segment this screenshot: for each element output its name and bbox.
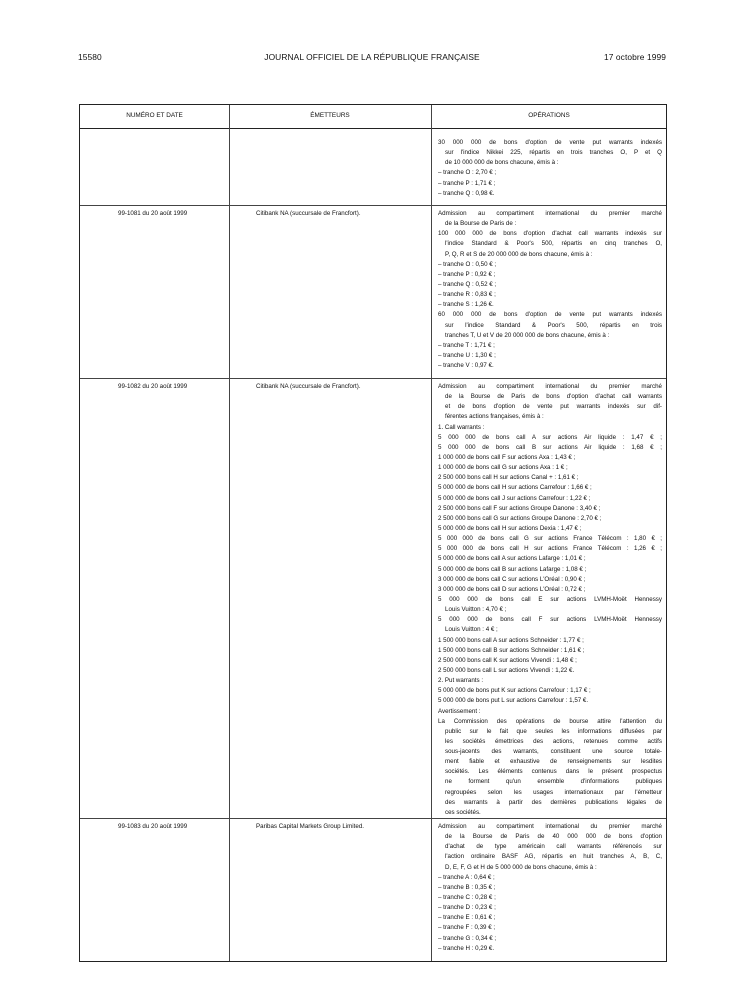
operation-line: 5 000 000 de bons put K sur actions Carrefour : 1,17 € ;	[438, 687, 591, 695]
operation-line: ces sociétés.	[445, 808, 481, 816]
operation-line: 1 500 000 bons call B sur actions Schneider : 1,61 € ;	[438, 646, 585, 654]
operation-line: 5 000 000 de bons call F sur actions LVMH-Moët Hennessy	[438, 616, 662, 624]
operation-line: 30 000 000 de bons d'option de vente put warrants indexés	[438, 139, 662, 146]
operation-line: 1 000 000 de bons call G sur actions Axa : 1 € ;	[438, 464, 568, 472]
operation-line: 60 000 000 de bons d'option de vente put warrants indexés	[438, 311, 662, 319]
operation-line: La Commission des opérations de bourse attire l'attention du	[438, 717, 662, 725]
operation-line: – tranche R : 0,83 € ;	[438, 291, 496, 299]
operation-line: – tranche O : 0,50 € ;	[438, 260, 497, 268]
numero-date: 99-1082 du 20 août 1999	[118, 383, 188, 390]
operation-line: – tranche T : 1,71 € ;	[438, 341, 495, 349]
operation-line: – tranche O : 2,70 € ;	[438, 169, 497, 177]
operation-line: Louis Vuitton : 4,70 € ;	[445, 606, 507, 614]
operation-line: 5 000 000 de bons call H sur actions Dexia : 1,47 € ;	[438, 524, 582, 532]
operation-line: férentes actions françaises, émis à :	[445, 413, 544, 421]
operation-line: de 10 000 000 de bons chacune, émis à :	[445, 159, 559, 167]
operation-line: 5 000 000 de bons call A sur actions Air liquide : 1,47 € ;	[438, 433, 662, 441]
operation-line: tranches T, U et V de 20 000 000 de bons chacune, émis à :	[445, 331, 610, 339]
operation-line: Admission au compartiment international du premier marché	[438, 823, 662, 830]
emetteur: Citibank NA (succursale de Francfort).	[256, 210, 361, 217]
operation-line: – tranche B : 0,35 € ;	[438, 883, 496, 891]
operation-line: 5 000 000 de bons call G sur actions France Télécom : 1,80 € ;	[438, 535, 662, 543]
journal-title: JOURNAL OFFICIEL DE LA RÉPUBLIQUE FRANÇAISE	[264, 52, 480, 62]
operation-line: D, E, F, G et H de 5 000 000 de bons chacune, émis à :	[445, 863, 597, 871]
operation-line: public sur le fait que seules les informations diffusées par	[445, 727, 662, 735]
operation-line: – tranche C : 0,28 € ;	[438, 893, 496, 901]
column-header-emetteurs: ÉMETTEURS	[310, 112, 350, 119]
operation-line: sur l'indice Nikkei 225, répartis en trois tranches O, P et Q	[445, 149, 662, 157]
operation-line: – tranche H : 0,29 €.	[438, 944, 495, 952]
row-divider	[80, 205, 666, 206]
page-header	[78, 52, 666, 66]
operation-line: l'action ordinaire BASF AG, répartis en huit tranches A, B, C,	[445, 853, 662, 861]
row-divider	[80, 378, 666, 379]
operation-line: 3 000 000 de bons call D sur actions L'Oréal : 0,72 € ;	[438, 585, 586, 593]
operation-line: ne forment qu'un ensemble d'informations publiques	[445, 778, 662, 786]
operation-line: 2 500 000 bons call F sur actions Groupe Danone : 3,40 € ;	[438, 504, 601, 512]
operation-line: sociétés. Les éléments contenus dans le présent prospectus	[445, 768, 662, 776]
operation-line: sur l'indice Standard & Poor's 500, répartis en trois	[445, 321, 662, 329]
operation-line: – tranche P : 0,92 € ;	[438, 270, 496, 278]
operation-line: 2 500 000 bons call G sur actions Groupe Danone : 2,70 € ;	[438, 514, 602, 522]
operation-line: regroupées selon les usages internationaux par l'émetteur	[445, 788, 662, 796]
operation-line: 5 000 000 de bons call A sur actions Lafarge : 1,01 € ;	[438, 555, 586, 563]
operation-line: l'indice Standard & Poor's 500, répartis en cinq tranches O,	[445, 240, 662, 248]
operation-line: – tranche S : 1,26 €.	[438, 301, 494, 309]
operation-line: 2 500 000 bons call H sur actions Canal + : 1,61 € ;	[438, 474, 579, 482]
operation-line: – tranche A : 0,64 € ;	[438, 873, 495, 881]
operation-line: Admission au compartiment international du premier marché	[438, 383, 662, 390]
operation-line: – tranche G : 0,34 € ;	[438, 934, 497, 942]
column-header-operations: OPÉRATIONS	[528, 112, 570, 119]
emetteur: Citibank NA (succursale de Francfort).	[256, 383, 361, 390]
operation-line: Louis Vuitton : 4 € ;	[445, 626, 498, 634]
operation-line: – tranche F : 0,39 € ;	[438, 924, 496, 932]
operation-line: d'achat de type américain call warrants référencés sur	[445, 843, 662, 851]
operation-line: 2 500 000 bons call K sur actions Vivendi : 1,48 € ;	[438, 656, 577, 664]
emetteur: Paribas Capital Markets Group Limited.	[256, 823, 364, 830]
row-divider	[80, 818, 666, 819]
operations-cell	[438, 382, 662, 818]
operation-line: Admission au compartiment international du premier marché	[438, 210, 662, 217]
operation-line: 1. Call warrants :	[438, 423, 485, 431]
operations-cell	[438, 138, 662, 199]
operation-line: Avertissement :	[438, 707, 481, 715]
column-divider	[229, 105, 230, 961]
column-divider	[431, 105, 432, 961]
operation-line: 5 000 000 de bons call B sur actions Lafarge : 1,08 € ;	[438, 565, 587, 573]
numero-date: 99-1081 du 20 août 1999	[118, 210, 188, 217]
operations-cell	[438, 209, 662, 371]
page-number: 15580	[78, 52, 102, 62]
operation-line: ment fiable et exhaustive de renseignements sur lesdites	[445, 758, 662, 766]
operation-line: – tranche D : 0,23 € ;	[438, 904, 496, 912]
operation-line: des warrants à partir des dernières publications légales de	[445, 798, 662, 806]
operations-cell	[438, 822, 662, 954]
operation-line: P, Q, R et S de 20 000 000 de bons chacune, émis à :	[445, 250, 593, 258]
operation-line: – tranche U : 1,30 € ;	[438, 351, 496, 359]
operation-line: 100 000 000 de bons d'option d'achat call warrants indexés sur	[438, 230, 662, 238]
operation-line: – tranche P : 1,71 € ;	[438, 179, 496, 187]
operation-line: 1 000 000 de bons call F sur actions Axa : 1,43 € ;	[438, 453, 576, 461]
operation-line: 2 500 000 bons call L sur actions Vivendi : 1,22 €.	[438, 666, 575, 674]
operation-line: 5 000 000 de bons call B sur actions Air liquide : 1,68 € ;	[438, 443, 662, 451]
operation-line: 5 000 000 de bons call H sur actions Carrefour : 1,66 € ;	[438, 484, 592, 492]
column-header-numero: NUMÉRO ET DATE	[126, 112, 183, 119]
operation-line: – tranche V : 0,97 €.	[438, 362, 494, 370]
operation-line: – tranche Q : 0,98 €.	[438, 189, 495, 197]
operation-line: 5 000 000 de bons call J sur actions Carrefour : 1,22 € ;	[438, 494, 591, 502]
operation-line: – tranche Q : 0,52 € ;	[438, 280, 497, 288]
table-header	[80, 105, 666, 129]
operation-line: 2. Put warrants :	[438, 677, 484, 685]
operation-line: 3 000 000 de bons call C sur actions L'Oréal : 0,90 € ;	[438, 575, 586, 583]
publication-date: 17 octobre 1999	[603, 52, 666, 62]
operation-line: de la Bourse de Paris de 40 000 000 de bons d'option	[445, 833, 662, 841]
operation-line: – tranche E : 0,61 € ;	[438, 914, 496, 922]
operations-table	[79, 104, 667, 962]
operation-line: 5 000 000 de bons call H sur actions France Télécom : 1,26 € ;	[438, 545, 662, 553]
operation-line: 5 000 000 de bons call E sur actions LVMH-Moët Hennessy	[438, 595, 662, 603]
numero-date: 99-1083 du 20 août 1999	[118, 823, 188, 830]
operation-line: et de bons d'option de vente put warrants indexés sur dif-	[445, 403, 662, 411]
operation-line: 5 000 000 de bons put L sur actions Carrefour : 1,57 €.	[438, 697, 589, 705]
operation-line: 1 500 000 bons call A sur actions Schneider : 1,77 € ;	[438, 636, 584, 644]
operation-line: les sociétés émettrices des actions, retenues comme actifs	[445, 737, 662, 745]
operation-line: de la Bourse de Paris de bons d'option d'achat call warrants	[445, 393, 662, 401]
operation-line: sous-jacents des warrants, constituent une source totale-	[445, 748, 662, 756]
operation-line: de la Bourse de Paris de :	[445, 220, 517, 228]
